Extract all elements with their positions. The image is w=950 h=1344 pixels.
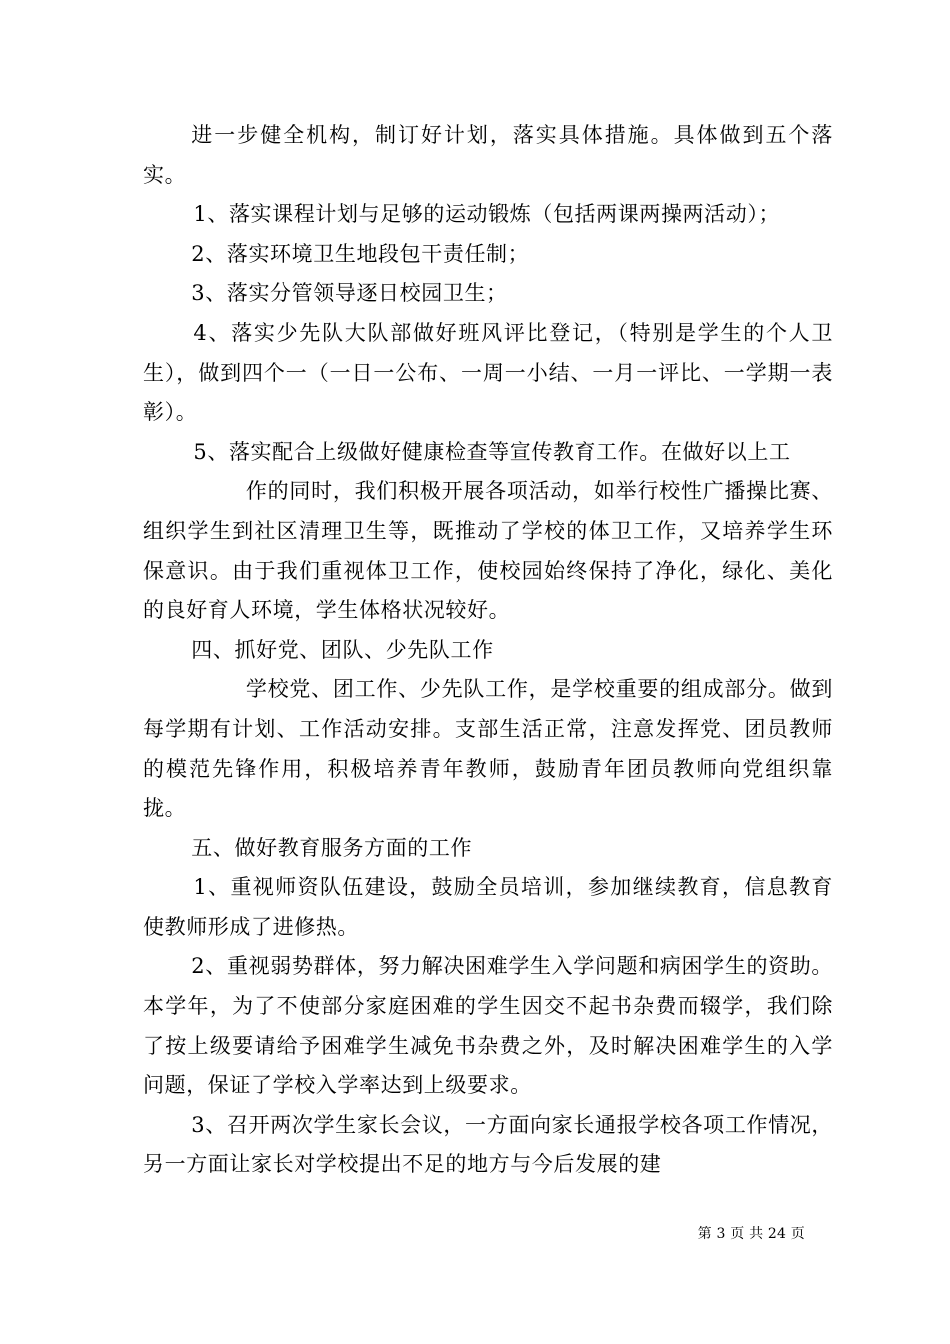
page-number: 第 3 页 共 24 页 xyxy=(697,1226,805,1242)
paragraph-activities: 作的同时，我们积极开展各项活动，如举行校性广播操比赛、组织学生到社区清理卫生等，既推动了学校的体卫工作，又培养学生环保意识。由于我们重视体卫工作，使校园始终保持了净化，绿化、美化的良好育人环境，学生体格状况较好。 xyxy=(143,479,833,623)
paragraph-service-1: 1、重视师资队伍建设，鼓励全员培训，参加继续教育，信息教育使教师形成了进修热。 xyxy=(143,875,833,939)
paragraph-party-work: 学校党、团工作、少先队工作，是学校重要的组成部分。做到每学期有计划、工作活动安排。支部生活正常，注意发挥党、团员教师的模范先锋作用，积极培养青年教师，鼓励青年团员教师向党组织靠拢。 xyxy=(143,677,833,821)
paragraph-intro: 进一步健全机构，制订好计划，落实具体措施。具体做到五个落实。 xyxy=(143,123,833,187)
paragraph-service-2: 2、重视弱势群体，努力解决困难学生入学问题和病困学生的资助。本学年，为了不使部分家庭困难的学生因交不起书杂费而辍学，我们除了按上级要请给予困难学生减免书杂费之外，及时解决困难学生的入学问题，保证了学校入学率达到上级要求。 xyxy=(143,954,833,1098)
paragraph-item-3: 3、落实分管领导逐日校园卫生； xyxy=(191,281,508,306)
body-text xyxy=(143,116,833,1185)
paragraph-service-3: 3、召开两次学生家长会议，一方面向家长通报学校各项工作情况，另一方面让家长对学校提出不足的地方与今后发展的建 xyxy=(143,1112,833,1177)
section-heading-5: 五、做好教育服务方面的工作 xyxy=(191,835,473,860)
paragraph-item-4: 4、落实少先队大队部做好班风评比登记，（特别是学生的个人卫生），做到四个一（一日一公布、一周一小结、一月一评比、一学期一表彰）。 xyxy=(143,320,833,425)
paragraph-item-5: 5、落实配合上级做好健康检查等宣传教育工作。在做好以上工 xyxy=(193,439,791,464)
section-heading-4: 四、抓好党、团队、少先队工作 xyxy=(191,637,494,662)
paragraph-item-1: 1、落实课程计划与足够的运动锻炼（包括两课两操两活动）； xyxy=(193,202,781,227)
paragraph-item-2: 2、落实环境卫生地段包干责任制； xyxy=(191,241,530,266)
